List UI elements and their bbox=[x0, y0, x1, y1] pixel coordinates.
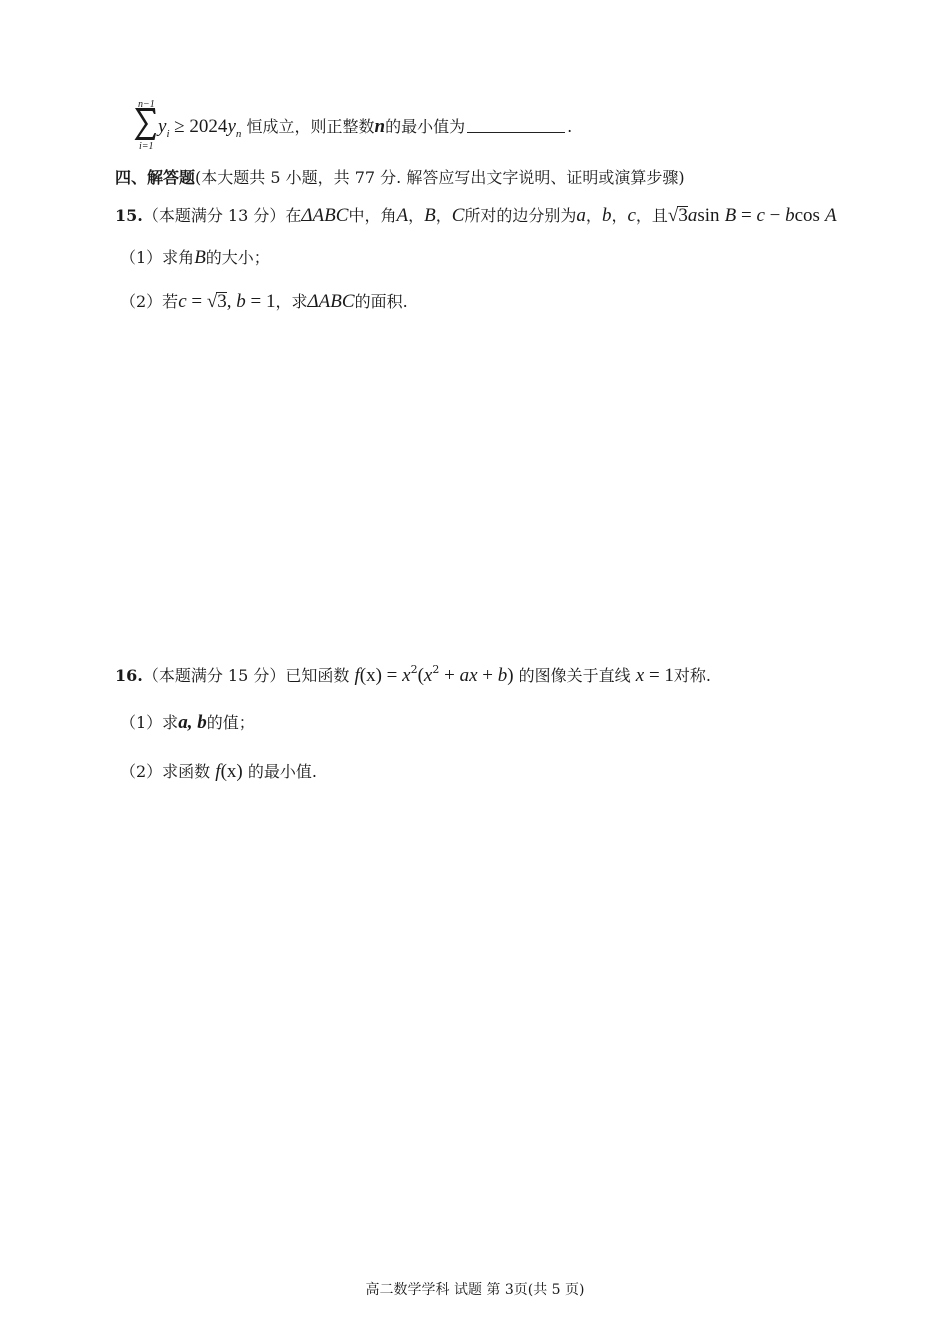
q16-line-x: x bbox=[635, 665, 645, 686]
page-footer: 高二数学学科 试题 第 3页(共 5 页) bbox=[365, 1282, 585, 1298]
expr-yn-sub: n bbox=[235, 128, 242, 140]
q16-text-2: 对称. bbox=[673, 666, 711, 685]
q15-p1-b: B bbox=[194, 247, 206, 268]
q16-p2-f: f bbox=[215, 761, 221, 782]
q15-eq-b-angle: B bbox=[724, 205, 737, 226]
sigma-icon bbox=[133, 106, 157, 142]
q16-square: 2 bbox=[410, 663, 418, 676]
q16-number: 16. bbox=[115, 666, 143, 685]
q15-p2-eq1: = bbox=[186, 291, 207, 312]
q16-paren-x: (x) bbox=[359, 665, 382, 686]
q16-open-paren: ( bbox=[417, 665, 424, 686]
q15-comma-2: ， bbox=[435, 206, 452, 225]
q16-p1-text: 的值； bbox=[206, 713, 255, 732]
q15-p2-comma: , bbox=[226, 291, 237, 312]
q16-p2-text: 的最小值. bbox=[247, 762, 317, 781]
q16-plus-2: + bbox=[477, 665, 498, 686]
q15-p2-label: （2）若 bbox=[120, 292, 179, 311]
expr-geq: ≥ 2024 bbox=[169, 116, 228, 137]
sum-upper-limit: n−1 bbox=[138, 99, 155, 110]
q15-side-c: c bbox=[627, 205, 636, 226]
section-heading bbox=[115, 165, 685, 188]
q15-p2-text-2: 的面积. bbox=[354, 292, 408, 311]
q15-p2-radical-icon: √ bbox=[206, 291, 218, 312]
q15-eq-a: a bbox=[687, 205, 698, 226]
period: . bbox=[567, 117, 573, 136]
q15-p2-c: c bbox=[178, 291, 187, 312]
q16-p1-ab: a, b bbox=[178, 712, 207, 733]
q15-triangle: ΔABC bbox=[301, 205, 349, 226]
q15-text: 在 bbox=[285, 206, 302, 225]
q15-angle-a: A bbox=[396, 205, 409, 226]
q15-points: （本题满分 13 分） bbox=[142, 206, 286, 225]
q16-points: （本题满分 15 分）已知函数 bbox=[142, 666, 350, 685]
q15-text-4: ，且 bbox=[635, 206, 668, 225]
q16-part-2 bbox=[120, 759, 317, 783]
q16-x2: x bbox=[423, 665, 433, 686]
q15-eq-equals: = bbox=[736, 205, 757, 226]
q16-square-2: 2 bbox=[432, 663, 440, 676]
q15-part-1 bbox=[120, 245, 270, 269]
q15-eq-a-angle: A bbox=[825, 205, 837, 226]
q15-comma: ， bbox=[408, 206, 425, 225]
q16-x: x bbox=[402, 665, 411, 686]
section-title: 四、解答题 bbox=[115, 168, 196, 187]
q15-eq-c: c bbox=[756, 205, 765, 226]
q16-p2-label: （2）求函数 bbox=[120, 762, 211, 781]
expr-yn: y bbox=[227, 116, 236, 137]
q15-side-b: b bbox=[601, 205, 612, 226]
expr-y-sub: i bbox=[166, 128, 170, 140]
q16-equals: = bbox=[381, 665, 403, 686]
question-15 bbox=[115, 203, 837, 227]
q15-p2-triangle: ΔABC bbox=[307, 291, 355, 312]
q15-eq-minus: − bbox=[764, 205, 786, 226]
q15-sqrt-arg: 3 bbox=[678, 205, 688, 226]
q15-number: 15. bbox=[115, 206, 143, 225]
continuation-text: 恒成立，则正整数 bbox=[246, 117, 375, 136]
continuation-text-2: 的最小值为 bbox=[385, 117, 466, 136]
q15-comma-4: ， bbox=[611, 206, 628, 225]
question-16 bbox=[115, 663, 711, 687]
q16-line-eq: = 1 bbox=[644, 665, 674, 686]
q15-part-2 bbox=[120, 289, 408, 313]
q15-p1-text: 的大小； bbox=[205, 248, 270, 267]
q16-part-1 bbox=[120, 710, 255, 734]
q16-b: b bbox=[497, 665, 508, 686]
q15-eq-b: b bbox=[785, 205, 795, 226]
q16-plus: + bbox=[439, 665, 460, 686]
q15-angle-c: C bbox=[451, 205, 465, 226]
q15-text-3: 所对的边分别为 bbox=[464, 206, 577, 225]
q15-p2-text: ，求 bbox=[275, 292, 308, 311]
q16-close-paren: ) bbox=[507, 665, 514, 686]
q15-text-2: 中，角 bbox=[348, 206, 397, 225]
q15-comma-3: ， bbox=[585, 206, 602, 225]
q15-p2-sqrt-arg: 3 bbox=[217, 291, 227, 312]
answer-blank[interactable] bbox=[467, 118, 565, 133]
q16-ax: ax bbox=[459, 665, 478, 686]
q15-eq-sin: sin bbox=[697, 205, 720, 226]
q15-eq-cos: cos bbox=[794, 205, 820, 226]
q16-f: f bbox=[354, 665, 360, 686]
q15-p1-label: （1）求角 bbox=[120, 248, 195, 267]
expr-y: y bbox=[158, 116, 167, 137]
q16-p1-label: （1）求 bbox=[120, 713, 179, 732]
q16-p2-x: (x) bbox=[220, 761, 243, 782]
var-n: n bbox=[374, 116, 386, 137]
sum-lower-limit: i=1 bbox=[139, 141, 154, 152]
q16-text: 的图像关于直线 bbox=[518, 666, 631, 685]
q15-radical-icon: √ bbox=[667, 205, 679, 226]
q15-p2-b: b bbox=[236, 291, 246, 312]
q15-angle-b: B bbox=[424, 205, 436, 226]
continuation-line bbox=[158, 114, 572, 140]
q15-p2-eq2: = 1 bbox=[245, 291, 276, 312]
q15-side-a: a bbox=[576, 205, 586, 226]
section-note: (本大题共 5 小题，共 77 分. 解答应写出文字说明、证明或演算步骤) bbox=[195, 168, 685, 187]
